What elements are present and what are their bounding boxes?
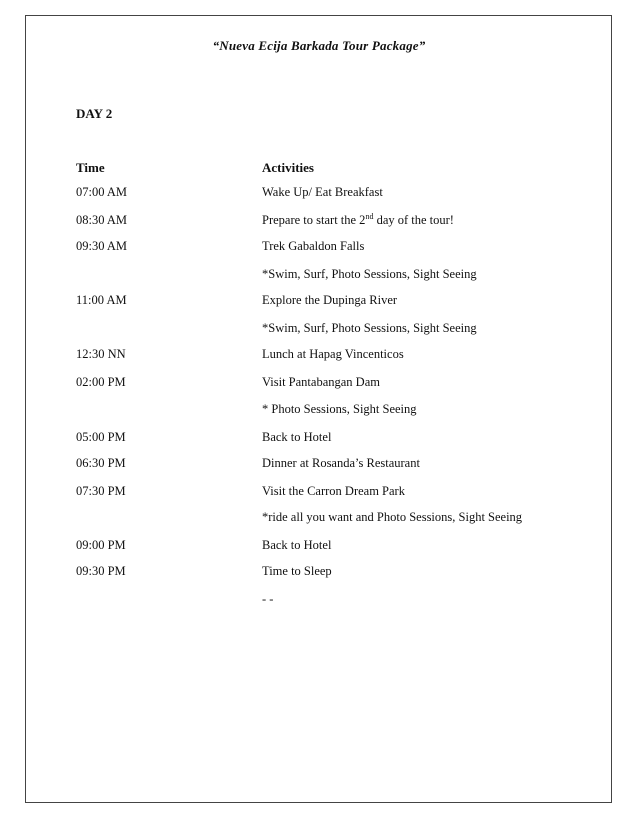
document-title: “Nueva Ecija Barkada Tour Package” <box>212 38 426 53</box>
row-time: 08:30 AM <box>76 213 128 227</box>
row-time: 02:00 PM <box>76 375 126 389</box>
row-time: 12:30 NN <box>76 347 126 361</box>
row-time: 07:30 PM <box>76 484 126 498</box>
ordinal-suffix: nd <box>365 212 374 221</box>
row-time: 05:00 PM <box>76 430 126 444</box>
row-time: 07:00 AM <box>76 185 128 199</box>
row-activity-note: *Swim, Surf, Photo Sessions, Sight Seeing <box>262 267 477 281</box>
row-activity: Time to Sleep <box>262 564 332 578</box>
activities-column-header: Activities <box>262 160 314 175</box>
row-activity-note: *ride all you want and Photo Sessions, Sight Seeing <box>262 510 523 524</box>
row-activity: Back to Hotel <box>262 538 332 552</box>
row-activity: Visit the Carron Dream Park <box>262 484 405 498</box>
activity-text: Prepare to start the 2 <box>262 213 366 227</box>
row-activity: Dinner at Rosanda’s Restaurant <box>262 456 420 470</box>
day-heading: DAY 2 <box>76 106 113 121</box>
time-column-header: Time <box>76 160 105 175</box>
row-time: 06:30 PM <box>76 456 126 470</box>
activity-text: day of the tour! <box>373 213 454 227</box>
row-activity-note: *Swim, Surf, Photo Sessions, Sight Seeing <box>262 321 477 335</box>
row-activity-note: - - <box>262 592 274 606</box>
row-activity <box>262 213 454 228</box>
row-activity-note: * Photo Sessions, Sight Seeing <box>262 402 417 416</box>
row-time: 11:00 AM <box>76 293 127 307</box>
row-activity: Wake Up/ Eat Breakfast <box>262 185 383 199</box>
row-activity: Back to Hotel <box>262 430 332 444</box>
row-activity: Visit Pantabangan Dam <box>262 375 380 389</box>
row-activity: Explore the Dupinga River <box>262 293 398 307</box>
row-time: 09:30 AM <box>76 239 128 253</box>
row-activity: Lunch at Hapag Vincenticos <box>262 347 404 361</box>
row-time: 09:30 PM <box>76 564 126 578</box>
row-time: 09:00 PM <box>76 538 126 552</box>
row-activity: Trek Gabaldon Falls <box>262 239 365 253</box>
